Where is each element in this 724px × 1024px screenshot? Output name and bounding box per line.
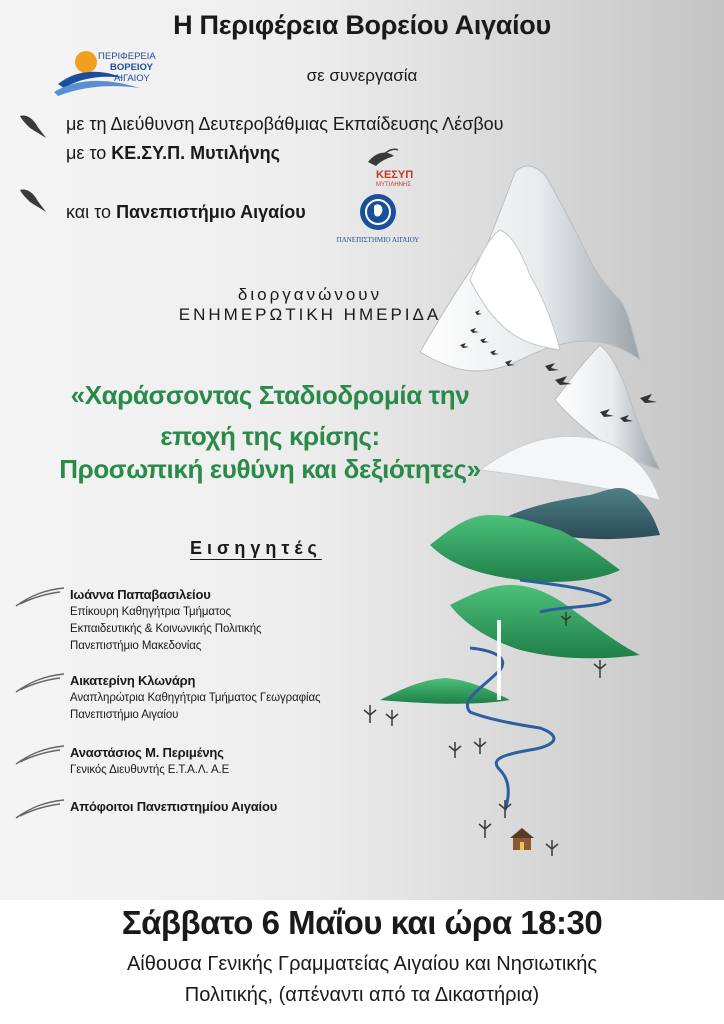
- event-title-line-3: Προσωπική ευθύνη και δεξιότητες»: [59, 454, 481, 484]
- partner-line-2: [66, 143, 280, 164]
- speaker-1-name: Ιωάννα Παπαβασιλείου: [70, 587, 211, 602]
- event-title-line-1: «Χαράσσοντας Σταδιοδρομία την: [70, 380, 470, 410]
- partner-2-name: ΚΕ.ΣΥ.Π. Μυτιλήνης: [111, 143, 280, 163]
- kesyp-logo: [358, 140, 424, 192]
- collaboration-subtitle: σε συνεργασία: [306, 66, 418, 85]
- quill-icon: [14, 744, 66, 766]
- speaker-2-line-1: Αναπληρώτρια Καθηγήτρια Τμήματος Γεωγραφίας: [70, 692, 321, 704]
- organize-verb: διοργανώνουν: [237, 285, 383, 304]
- university-aegean-logo: [330, 190, 426, 246]
- green-hill-2: [450, 585, 640, 658]
- partner-3-name: Πανεπιστήμιο Αιγαίου: [116, 202, 306, 222]
- organizer-title: Η Περιφέρεια Βορείου Αιγαίου: [173, 10, 551, 40]
- event-type: ΕΝΗΜΕΡΩΤΙΚΗ ΗΜΕΡΙΔΑ: [178, 305, 442, 324]
- green-hill-3: [380, 678, 510, 704]
- quill-icon: [14, 672, 66, 694]
- logo-line1: ΠΕΡΙΦΕΡΕΙΑ: [98, 51, 156, 62]
- speaker-4-name: Απόφοιτοι Πανεπιστημίου Αιγαίου: [70, 799, 278, 814]
- kesyp-logo-subtext: ΜΥΤΙΛΗΝΗΣ: [376, 182, 412, 188]
- university-caption: ΠΑΝΕΠΙΣΤΗΜΙΟ ΑΙΓΑΙΟΥ: [336, 236, 420, 244]
- speaker-1-line-3: Πανεπιστήμιο Μακεδονίας: [70, 640, 202, 652]
- venue-line-2: Πολιτικής, (απέναντι από τα Δικαστήρια): [184, 984, 540, 1006]
- speaker-2-line-2: Πανεπιστήμιο Αιγαίου: [70, 709, 179, 721]
- logo-line2: ΒΟΡΕΙΟΥ: [110, 62, 154, 73]
- waterfall: [497, 620, 501, 700]
- partner-3-prefix: και το: [66, 202, 117, 222]
- cabin: [510, 828, 534, 850]
- speaker-3-line-1: Γενικός Διευθυντής Ε.Τ.Α.Λ. Α.Ε: [70, 764, 230, 776]
- kesyp-logo-text: ΚΕΣΥΠ: [376, 169, 414, 181]
- feather-icon: [18, 112, 48, 140]
- partner-2-prefix: με το: [66, 143, 112, 163]
- speaker-1-line-2: Εκπαιδευτικής & Κοινωνικής Πολιτικής: [70, 623, 262, 635]
- speaker-3-name: Αναστάσιος Μ. Περιμένης: [70, 745, 224, 760]
- feather-icon: [18, 186, 48, 214]
- quill-icon: [14, 798, 66, 820]
- venue-line-1: Αίθουσα Γενικής Γραμματείας Αιγαίου και Νησιωτικής: [126, 953, 598, 975]
- speakers-heading: Εισηγητές: [190, 538, 322, 558]
- event-date-time: Σάββατο 6 Μαΐου και ώρα 18:30: [121, 904, 603, 941]
- speaker-1-line-1: Επίκουρη Καθηγήτρια Τμήματος: [70, 606, 231, 618]
- speaker-2-name: Αικατερίνη Κλωνάρη: [70, 673, 196, 688]
- quill-icon: [14, 586, 66, 608]
- partner-line-1: με τη Διεύθυνση Δευτεροβάθμιας Εκπαίδευσης Λέσβου: [66, 114, 504, 134]
- logo-line3: ΑΙΓΑΙΟΥ: [114, 73, 150, 84]
- event-title-line-2: εποχή της κρίσης:: [160, 421, 380, 451]
- partner-line-3: [66, 202, 306, 223]
